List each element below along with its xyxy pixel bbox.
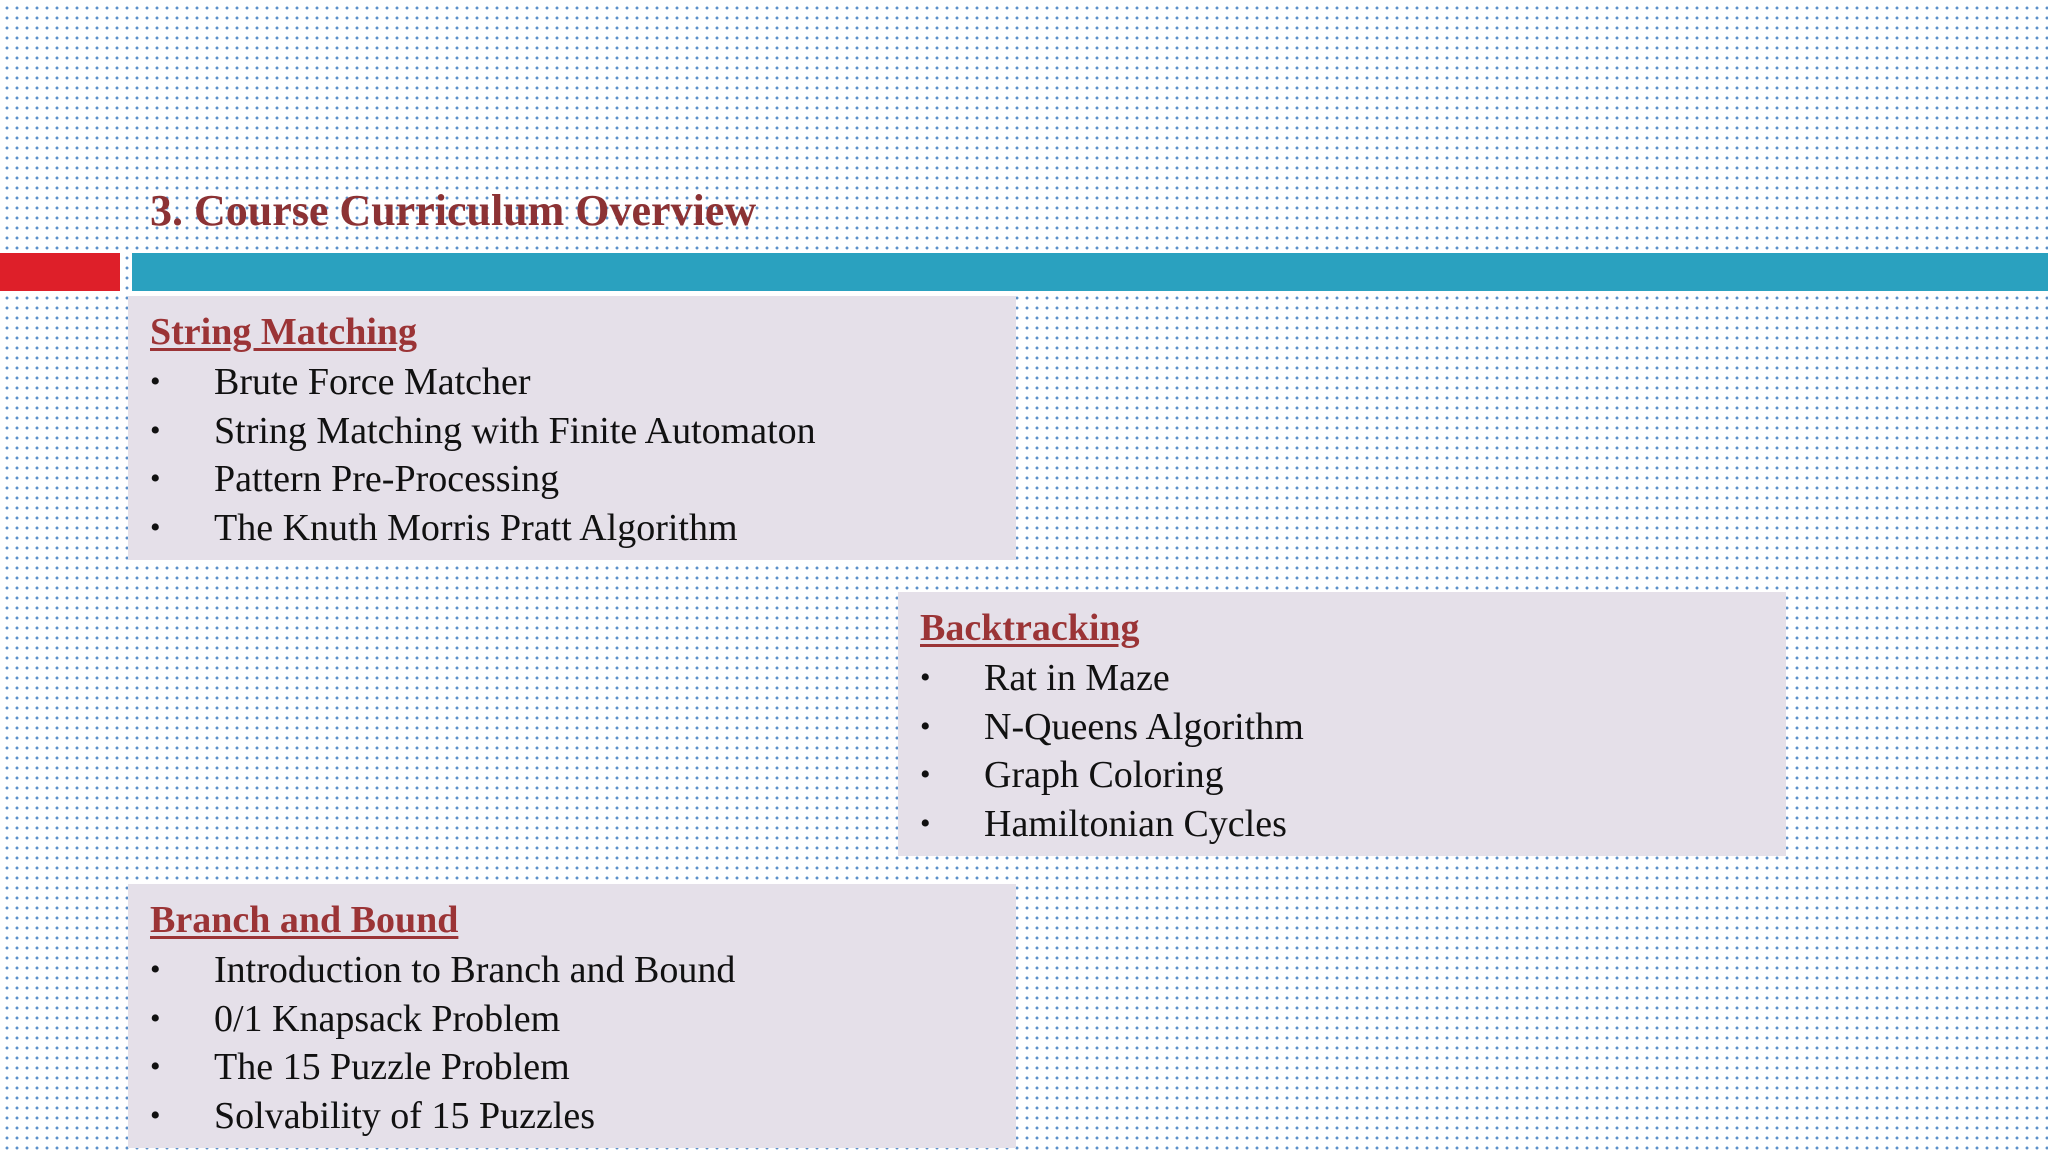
list-item-text: Rat in Maze [984,657,1170,699]
bullet-icon: • [150,1050,161,1083]
bullet-icon: • [150,1001,161,1035]
bullet-icon: • [150,365,161,398]
section-string-matching [128,296,1016,560]
bullet-icon: • [920,661,931,694]
bullet-icon: • [150,510,161,544]
accent-bar-teal [132,253,2048,291]
list-item-text: The Knuth Morris Pratt Algorithm [214,506,738,549]
list-item-text: Pattern Pre-Processing [214,458,560,500]
section-heading: Branch and Bound [150,899,459,941]
list-item-text: Graph Coloring [984,754,1224,796]
bullet-icon: • [150,462,161,495]
list-item-text: Solvability of 15 Puzzles [214,1094,596,1137]
list-item-text: Hamiltonian Cycles [984,802,1287,845]
bullet-icon: • [150,953,161,986]
list-item-text: Introduction to Branch and Bound [214,949,736,991]
section-heading: Backtracking [920,607,1140,649]
slide-title: 3. Course Curriculum Overview [150,186,757,235]
bullet-icon: • [920,709,931,743]
section-branch-and-bound [128,884,1016,1148]
list-item-text: N-Queens Algorithm [984,705,1304,748]
list-item-text: The 15 Puzzle Problem [214,1046,570,1088]
accent-bar-red [0,253,120,291]
section-heading: String Matching [150,311,418,353]
list-item-text: String Matching with Finite Automaton [214,409,816,452]
bullet-icon: • [920,806,931,840]
list-item-text: Brute Force Matcher [214,361,531,403]
bullet-icon: • [150,413,161,447]
bullet-icon: • [150,1098,161,1132]
list-item-text: 0/1 Knapsack Problem [214,997,561,1040]
section-backtracking [898,592,1786,856]
bullet-icon: • [920,758,931,791]
